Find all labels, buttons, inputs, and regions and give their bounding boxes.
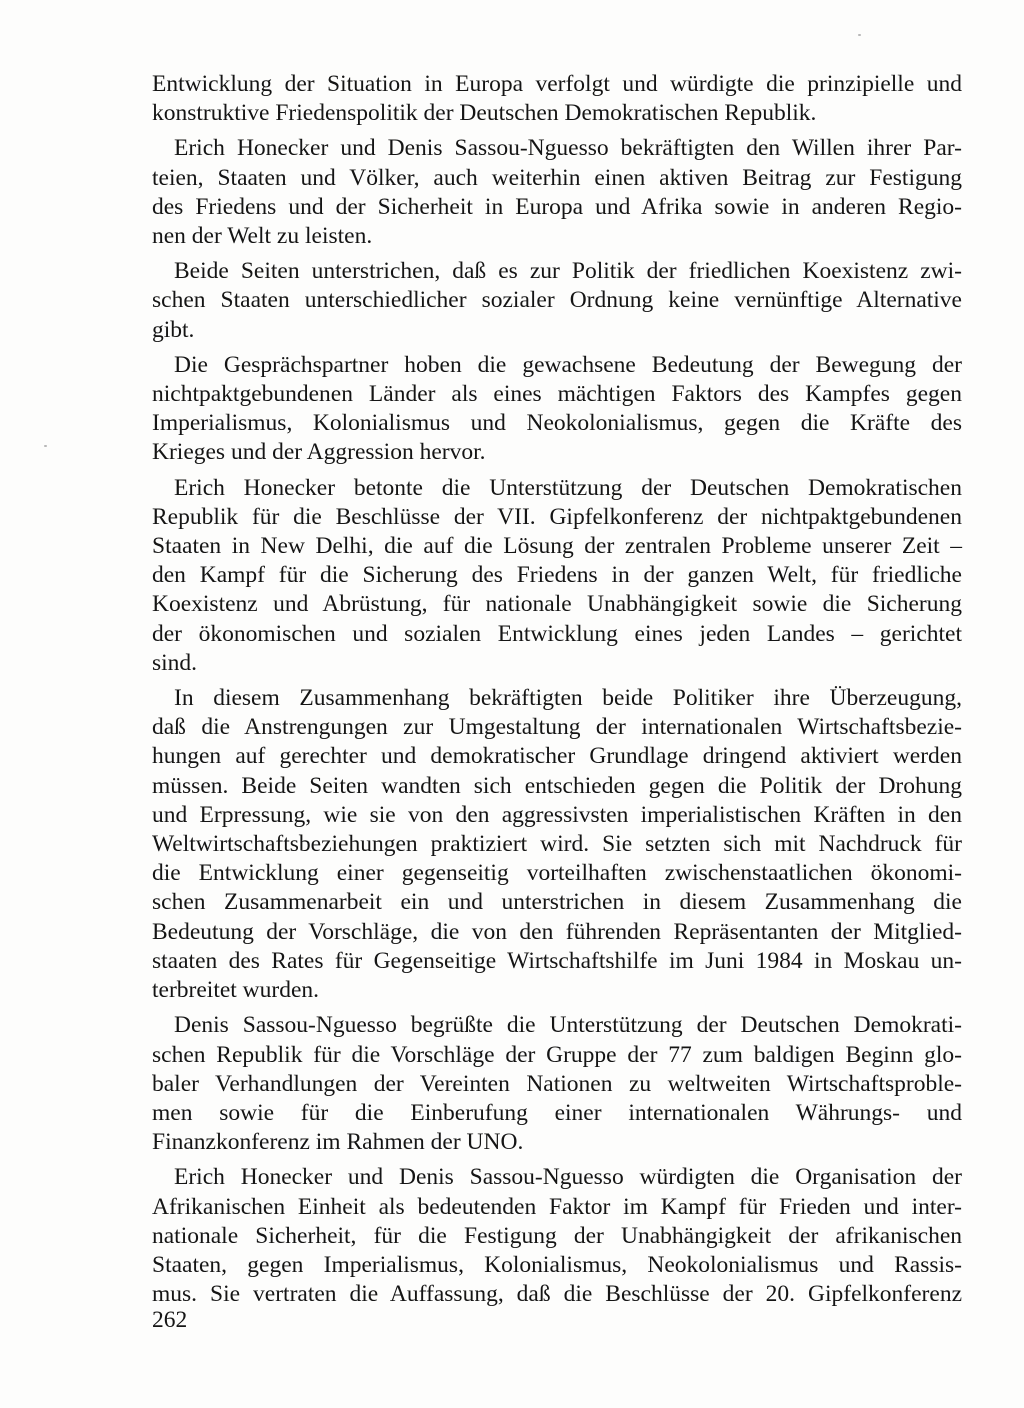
text-line: Bedeutung der Vorschläge, die von den führenden Repräsentanten der Mitglied- xyxy=(152,918,962,945)
text-line: Staaten in New Delhi, die auf die Lösung der zentralen Probleme unserer Zeit – xyxy=(152,533,962,560)
text-line: nen der Welt zu leisten. xyxy=(152,223,373,250)
body-text xyxy=(152,70,962,1315)
text-line: Finanzkonferenz im Rahmen der UNO. xyxy=(152,1129,524,1156)
text-line: Erich Honecker und Denis Sassou-Nguesso würdigten die Organisation der xyxy=(174,1164,962,1191)
text-line: den Kampf für die Sicherung des Friedens in der ganzen Welt, für friedliche xyxy=(152,562,962,589)
text-line: Erich Honecker und Denis Sassou-Nguesso bekräftigten den Willen ihrer Par- xyxy=(174,135,962,162)
text-line: schen Staaten unterschiedlicher sozialer Ordnung keine vernünftige Alternative xyxy=(152,287,962,314)
text-line: Denis Sassou-Nguesso begrüßte die Unterstützung der Deutschen Demokrati- xyxy=(174,1012,962,1039)
paragraph xyxy=(152,134,962,251)
paragraph xyxy=(152,684,962,1005)
scan-speck xyxy=(858,34,861,36)
paragraph xyxy=(152,1163,962,1309)
text-line: mus. Sie vertraten die Auffassung, daß die Beschlüsse der 20. Gipfelkonferenz xyxy=(152,1281,962,1308)
text-line: schen Republik für die Vorschläge der Gruppe der 77 zum baldigen Beginn glo- xyxy=(152,1041,962,1068)
text-line: nichtpaktgebundenen Länder als eines mächtigen Faktors des Kampfes gegen xyxy=(152,381,962,408)
text-line: müssen. Beide Seiten wandten sich entschieden gegen die Politik der Drohung xyxy=(152,772,962,799)
paragraph xyxy=(152,257,962,345)
text-line: staaten des Rates für Gegenseitige Wirtschaftshilfe im Juni 1984 in Moskau un- xyxy=(152,947,962,974)
text-line: die Entwicklung einer gegenseitig vorteilhaften zwischenstaatlichen ökonomi- xyxy=(152,860,962,887)
paragraph xyxy=(152,70,962,128)
paragraph xyxy=(152,351,962,468)
text-line: sind. xyxy=(152,649,198,676)
scan-speck xyxy=(44,445,47,447)
text-line: baler Verhandlungen der Vereinten Nationen zu weltweiten Wirtschaftsproble- xyxy=(152,1070,962,1097)
text-line: Erich Honecker betonte die Unterstützung der Deutschen Demokratischen xyxy=(174,474,962,501)
text-line: terbreitet wurden. xyxy=(152,977,320,1004)
text-line: Weltwirtschaftsbeziehungen praktiziert wird. Sie setzten sich mit Nachdruck für xyxy=(152,831,962,858)
text-line: des Friedens und der Sicherheit in Europa und Afrika sowie in anderen Regio- xyxy=(152,193,962,220)
paragraph xyxy=(152,474,962,678)
text-line: konstruktive Friedenspolitik der Deutschen Demokratischen Republik. xyxy=(152,100,817,127)
text-line: Imperialismus, Kolonialismus und Neokolonialismus, gegen die Kräfte des xyxy=(152,410,962,437)
text-line: Entwicklung der Situation in Europa verfolgt und würdigte die prinzipielle und xyxy=(152,71,962,97)
text-line: der ökonomischen und sozialen Entwicklung eines jeden Landes – gerichtet xyxy=(152,620,962,647)
page-number: 262 xyxy=(152,1307,188,1333)
paragraph xyxy=(152,1011,962,1157)
text-line: Staaten, gegen Imperialismus, Kolonialismus, Neokolonialismus und Rassis- xyxy=(152,1251,962,1278)
text-line: teien, Staaten und Völker, auch weiterhin einen aktiven Beitrag zur Festigung xyxy=(152,164,962,191)
text-line: schen Zusammenarbeit ein und unterstrichen in diesem Zusammenhang die xyxy=(152,889,962,916)
text-line: In diesem Zusammenhang bekräftigten beide Politiker ihre Überzeugung, xyxy=(174,685,962,712)
text-line: Afrikanischen Einheit als bedeutenden Faktor im Kampf für Frieden und inter- xyxy=(152,1193,962,1220)
text-line: daß die Anstrengungen zur Umgestaltung der internationalen Wirtschaftsbezie- xyxy=(152,714,962,741)
text-line: men sowie für die Einberufung einer internationalen Währungs- und xyxy=(152,1099,962,1126)
text-line: nationale Sicherheit, für die Festigung der Unabhängigkeit der afrikanischen xyxy=(152,1222,962,1249)
text-line: Beide Seiten unterstrichen, daß es zur Politik der friedlichen Koexistenz zwi- xyxy=(174,258,962,285)
text-line: Koexistenz und Abrüstung, für nationale Unabhängigkeit sowie die Sicherung xyxy=(152,591,962,618)
text-line: und Erpressung, wie sie von den aggressivsten imperialistischen Kräften in den xyxy=(152,801,962,828)
text-line: hungen auf gerechter und demokratischer Grundlage dringend aktiviert werden xyxy=(152,743,962,770)
text-line: Die Gesprächspartner hoben die gewachsene Bedeutung der Bewegung der xyxy=(174,351,962,378)
text-line: Krieges und der Aggression hervor. xyxy=(152,439,486,466)
text-line: Republik für die Beschlüsse der VII. Gipfelkonferenz der nichtpaktgebundenen xyxy=(152,503,962,530)
text-line: gibt. xyxy=(152,316,195,343)
